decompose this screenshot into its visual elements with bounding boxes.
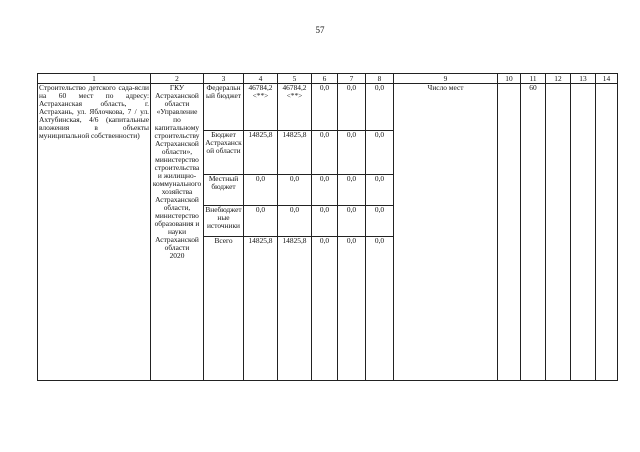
value-cell: 0,0: [366, 175, 394, 206]
value-cell: 0,0: [338, 131, 366, 175]
page-number: 57: [315, 25, 325, 35]
header-cell: 12: [546, 74, 571, 84]
value-cell: 46784,2 <**>: [244, 84, 278, 131]
program-table: [37, 73, 618, 381]
header-cell: 8: [366, 74, 394, 84]
header-cell: 5: [278, 74, 312, 84]
value-cell: 14825,8: [278, 131, 312, 175]
header-cell: 3: [204, 74, 244, 84]
header-cell: 9: [394, 74, 498, 84]
header-cell: 4: [244, 74, 278, 84]
value-cell: 0,0: [312, 84, 338, 131]
value-cell: 0,0: [244, 206, 278, 237]
funding-source: Бюджет Астраханской области: [204, 131, 244, 175]
value-cell: 0,0: [244, 175, 278, 206]
value-cell: 0,0: [278, 175, 312, 206]
value-cell: 0,0: [338, 206, 366, 237]
value-cell: 0,0: [338, 237, 366, 381]
indicator-name: Число мест: [394, 84, 498, 381]
header-cell: 6: [312, 74, 338, 84]
indicator-value: 60: [521, 84, 546, 381]
value-cell: 0,0: [312, 206, 338, 237]
value-cell: 0,0: [338, 84, 366, 131]
value-cell: 0,0: [366, 131, 394, 175]
funding-source: Федеральный бюджет: [204, 84, 244, 131]
funding-source: Местный бюджет: [204, 175, 244, 206]
header-cell: 11: [521, 74, 546, 84]
value-cell: 0,0: [366, 84, 394, 131]
value-cell: 14825,8: [278, 237, 312, 381]
header-cell: 7: [338, 74, 366, 84]
empty-cell: [546, 84, 571, 381]
header-cell: 1: [38, 74, 151, 84]
funding-source: Внебюджетные источники: [204, 206, 244, 237]
empty-cell: [498, 84, 521, 381]
object-description: Строительство детского сада-ясли на 60 мест по адресу: Астраханская область, г. Астрахань, ул. Яблочкова, 7 / ул. Ахтубинская, 4/6 (капитальные вложения в объекты муниципальной собственности): [38, 84, 151, 381]
header-cell: 2: [151, 74, 204, 84]
value-cell: 14825,8: [244, 237, 278, 381]
value-cell: 0,0: [366, 237, 394, 381]
header-row: [38, 74, 618, 84]
header-cell: 13: [571, 74, 596, 84]
empty-cell: [571, 84, 596, 381]
value-cell: 0,0: [338, 175, 366, 206]
header-cell: 10: [498, 74, 521, 84]
value-cell: 0,0: [366, 206, 394, 237]
value-cell: 46784,2 <**>: [278, 84, 312, 131]
value-cell: 0,0: [278, 206, 312, 237]
header-cell: 14: [596, 74, 618, 84]
value-cell: 14825,8: [244, 131, 278, 175]
funding-source: Всего: [204, 237, 244, 381]
value-cell: 0,0: [312, 237, 338, 381]
empty-cell: [596, 84, 618, 381]
executor-description: ГКУ Астраханской области «Управление по капитальному строительству Астраханской области», министерство строительства и жилищно-коммунального хозяйства Астраханской области, министерство образования и науки Астраханской области 2020: [151, 84, 204, 381]
table-row: [38, 84, 618, 131]
value-cell: 0,0: [312, 131, 338, 175]
value-cell: 0,0: [312, 175, 338, 206]
